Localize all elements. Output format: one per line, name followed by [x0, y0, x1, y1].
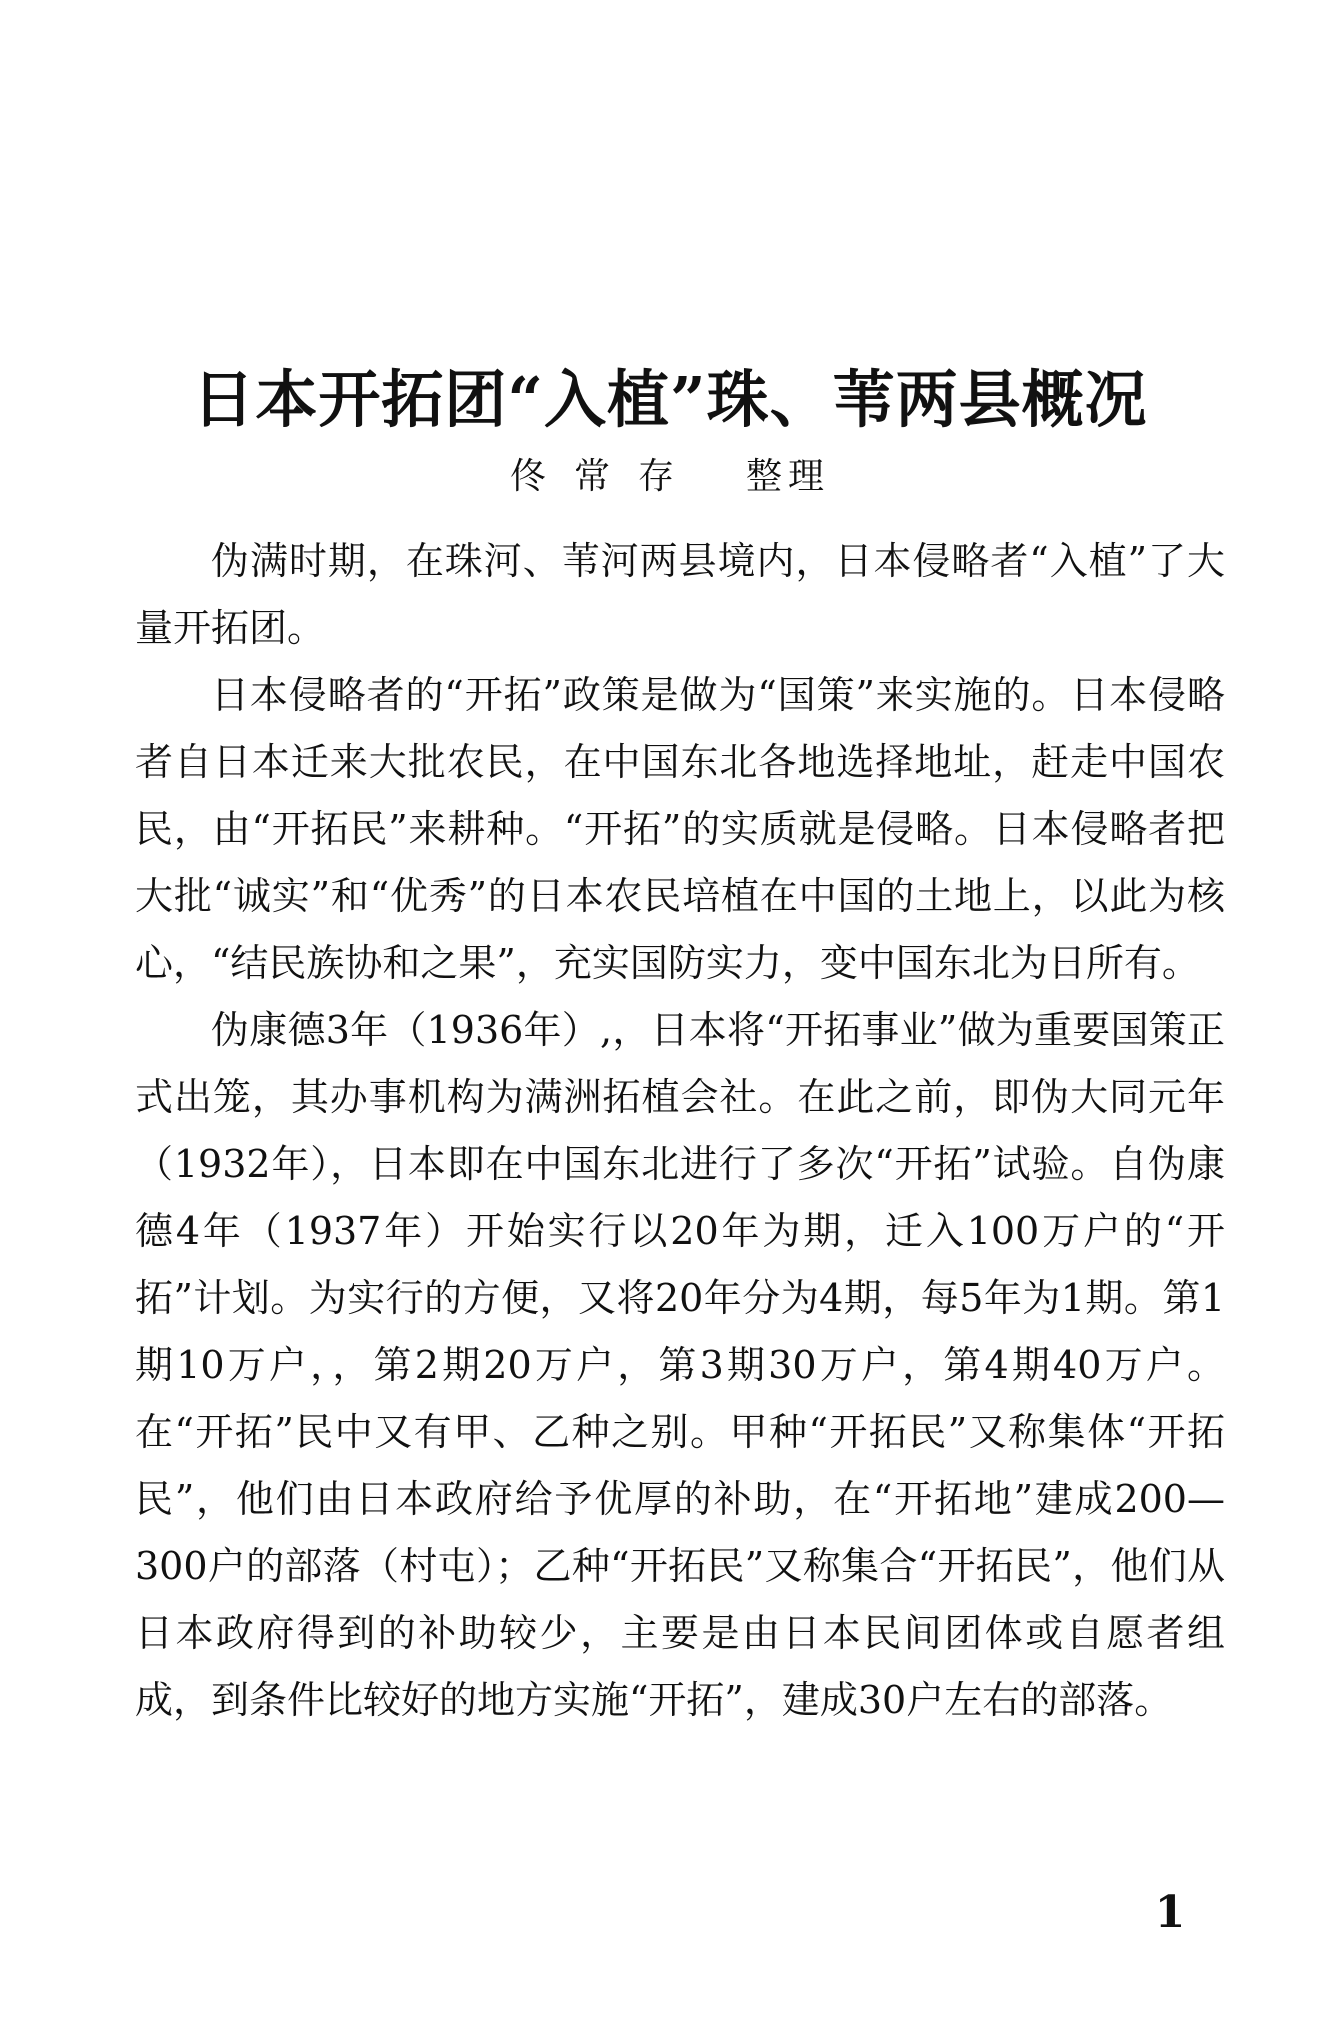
- paragraph: 伪康德3年（1936年）,，日本将“开拓事业”做为重要国策正式出笼，其办事机构为满洲拓植会社。在此之前，即伪大同元年（1932年），日本即在中国东北进行了多次“开拓”试验。自伪康德4年（1937年）开始实行以20年为期，迁入100万户的“开拓”计划。为实行的方便，又将20年分为4期，每5年为1期。第1期10万户，，第2期20万户，第3期30万户，第4期40万户。在“开拓”民中又有甲、乙种之别。甲种“开拓民”又称集体“开拓民”，他们由日本政府给予优厚的补助，在“开拓地”建成200—300户的部落（村屯）；乙种“开拓民”又称集合“开拓民”，他们从日本政府得到的补助较少，主要是由日本民间团体或自愿者组成，到条件比较好的地方实施“开拓”，建成30户左右的部落。: [135, 1008, 1225, 1722]
- author-role: 整理: [746, 456, 831, 497]
- author-name: 佟常存: [509, 456, 702, 497]
- author-line: [140, 452, 1200, 502]
- paragraph: 日本侵略者的“开拓”政策是做为“国策”来实施的。日本侵略者自日本迁来大批农民，在中国东北各地选择地址，赶走中国农民，由“开拓民”来耕种。“开拓”的实质就是侵略。日本侵略者把大批“诚实”和“优秀”的日本农民培植在中国的土地上，以此为核心，“结民族协和之果”，充实国防实力，变中国东北为日所有。: [135, 673, 1225, 985]
- paragraph: 伪满时期，在珠河、苇河两县境内，日本侵略者“入植”了大量开拓团。: [135, 539, 1225, 650]
- page-title: 日本开拓团“入植”珠、苇两县概况: [192, 362, 1148, 436]
- body-text: [135, 528, 1225, 1734]
- page-number: 1: [1154, 1887, 1186, 1938]
